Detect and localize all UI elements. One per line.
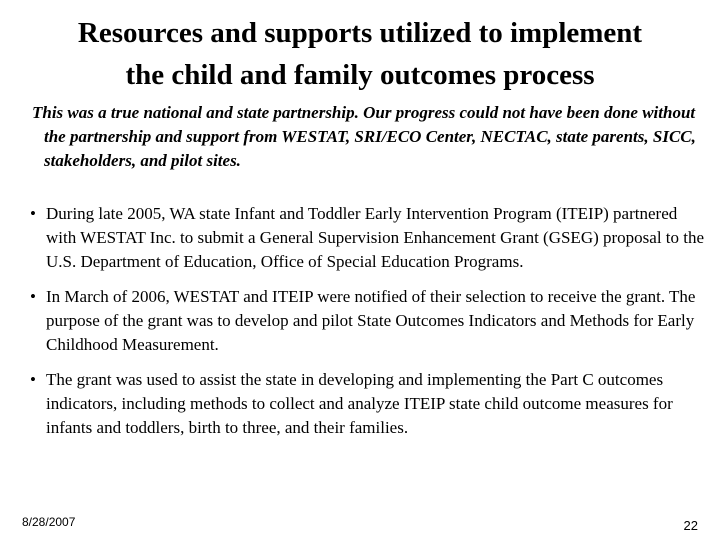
footer-date: 8/28/2007 [22,515,76,529]
title-line-2: the child and family outcomes process [125,59,595,91]
page-number: 22 [683,518,698,533]
bullet-icon: • [30,370,36,389]
bullet-list [28,202,708,451]
bullet-item [28,368,708,440]
bullet-text: The grant was used to assist the state in developing and implementing the Part C outcomes indicators, including methods to collect and analyze ITEIP state child outcome measures for infants and toddlers, birth to three, and their families. [46,370,673,437]
bullet-text: During late 2005, WA state Infant and Toddler Early Intervention Program (ITEIP) partnered with WESTAT Inc. to submit a General Supervision Enhancement Grant (GSEG) proposal to the U.S. Department of Education, Office of Special Education Programs. [46,204,705,271]
bullet-item [28,202,708,274]
slide-title [20,12,700,96]
bullet-item [28,285,708,357]
intro-paragraph: This was a true national and state partnership. Our progress could not have been done without the partnership and support from WESTAT, SRI/ECO Center, NECTAC, state parents, SICC, stakeholders, and pilot sites. [32,103,696,170]
title-line-1: Resources and supports utilized to implement [77,17,643,49]
bullet-icon: • [30,287,36,306]
bullet-text: In March of 2006, WESTAT and ITEIP were notified of their selection to receive the grant. The purpose of the grant was to develop and pilot State Outcomes Indicators and Methods for Early Childhood Measurement. [46,287,696,354]
bullet-icon: • [30,204,36,223]
